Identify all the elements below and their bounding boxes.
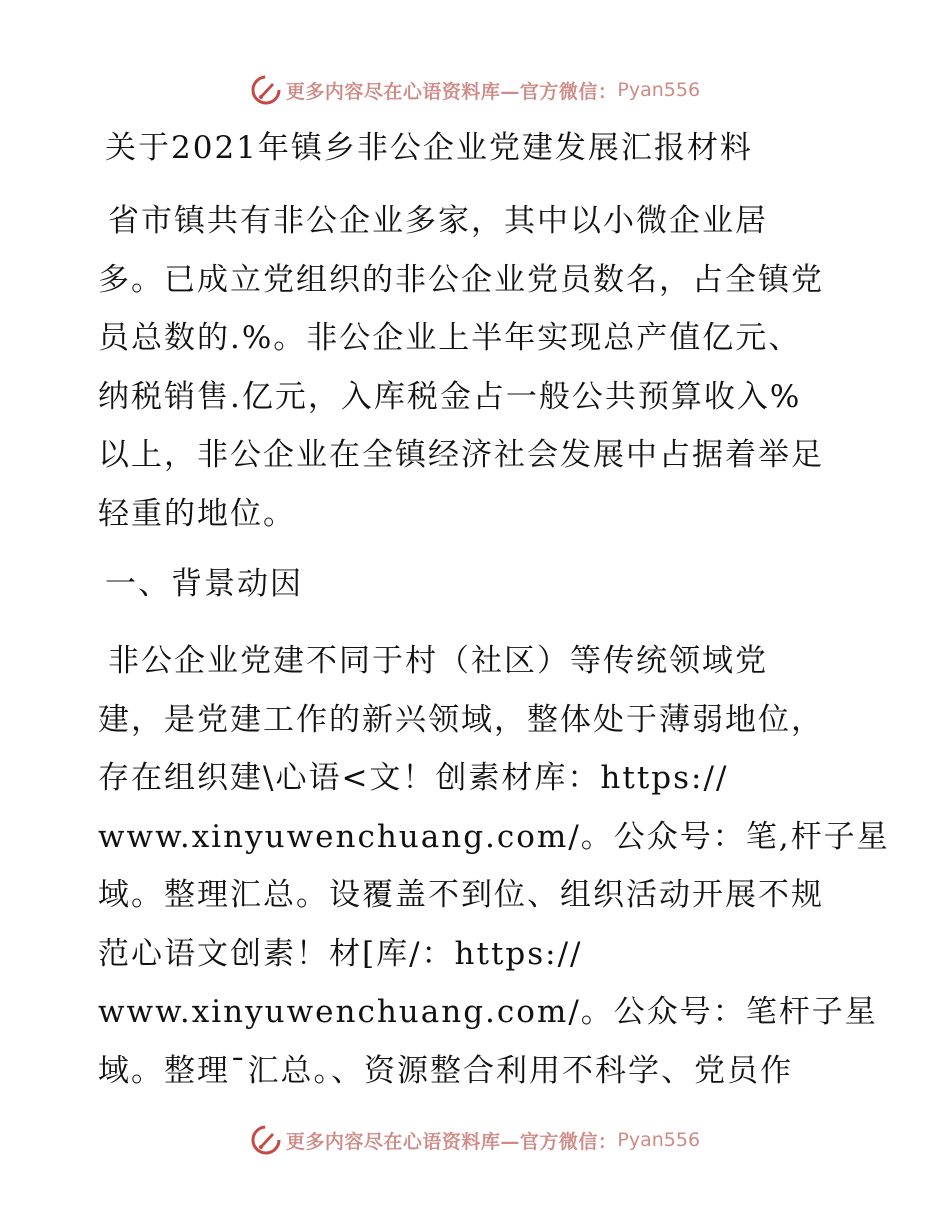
footer-watermark [0, 1120, 950, 1160]
watermark-text: 更多内容尽在心语资料库—官方微信： [285, 1130, 618, 1153]
text-line: 以上，非公企业在全镇经济社会发展中占据着举足 [98, 437, 824, 473]
text-line: 域。整理汇总。设覆盖不到位、组织活动开展不规 [98, 877, 824, 913]
watermark-wechat: Pyan556 [617, 79, 701, 101]
watermark-wechat: Pyan556 [617, 1129, 701, 1151]
text-line: 建，是党建工作的新兴领域，整体处于薄弱地位， [98, 701, 824, 738]
text-line: 非公企业党建不同于村（社区）等传统领域党 [108, 643, 768, 679]
document-title: 关于2021年镇乡非公企业党建发展汇报材料 [105, 130, 753, 166]
text-line: www.xinyuwenchuang.com/。公众号：笔杆子星 [98, 994, 878, 1030]
watermark-text: 更多内容尽在心语资料库—官方微信： [285, 80, 618, 103]
text-line: 域。整理¯汇总。、资源整合利用不科学、党员作 [98, 1052, 793, 1089]
text-line: 员总数的.%。非公企业上半年实现总产值亿元、 [98, 320, 802, 356]
text-line: 省市镇共有非公企业多家，其中以小微企业居 [108, 203, 768, 239]
text-line: 纳税销售.亿元，入库税金占一般公共预算收入% [98, 378, 802, 415]
text-line: 存在组织建\心语<文！创素材库：https:// [98, 760, 729, 796]
paragraph-1 [98, 192, 858, 543]
paragraph-2 [98, 632, 890, 1100]
text-line: 轻重的地位。 [98, 495, 296, 532]
section-heading: 一、背景动因 [105, 566, 303, 602]
text-line: www.xinyuwenchuang.com/。公众号：笔,杆子星 [98, 818, 890, 855]
brand-logo-icon [250, 74, 282, 106]
brand-logo-icon [250, 1124, 282, 1156]
header-watermark [0, 70, 950, 110]
text-line: 多。已成立党组织的非公企业党员数名，占全镇党 [98, 261, 824, 298]
text-line: 范心语文创素！材[库/：https:// [98, 935, 583, 972]
